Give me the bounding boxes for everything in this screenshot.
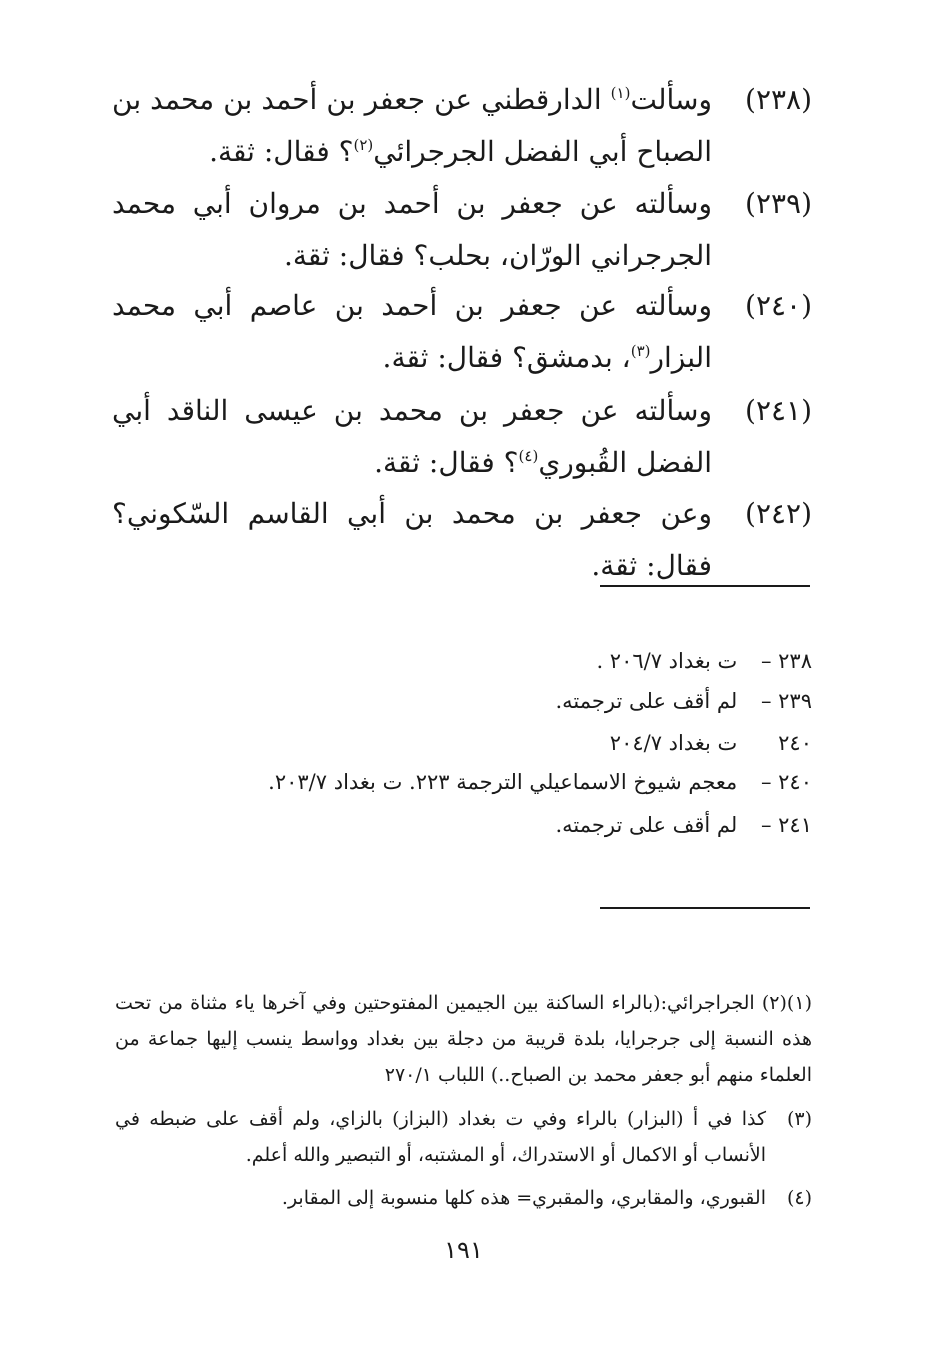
footnote-4	[115, 1180, 812, 1216]
source-text: لم أقف على ترجمته.	[555, 689, 738, 713]
entry-241	[112, 385, 812, 489]
entry-240	[112, 280, 812, 384]
source-number: ٢٤٠	[778, 731, 812, 755]
entry-242	[112, 488, 812, 592]
source-text: لم أقف على ترجمته.	[555, 813, 738, 837]
entry-238	[112, 74, 812, 178]
entry-text: وسألته عن جعفر بن أحمد بن مروان أبي محمد الجرجراني الورّان، بحلب؟ فقال: ثقة.	[112, 187, 712, 272]
source-note	[268, 767, 812, 797]
entry-number: (٢٤٢)	[745, 497, 812, 530]
footnote-1-2	[115, 985, 812, 1093]
source-note	[555, 686, 812, 716]
page-number: ١٩١	[444, 1236, 483, 1264]
footnote-text: (١)(٢) الجراجرائي:(بالراء الساكنة بين الجيمين المفتوحتين وفي آخرها ياء مثناة من تحت هذه النسبة إلى جرجرايا، بلدة قريبة من دجلة بين بغداد وواسط ينسب إليها جماعة من العلماء منهم أبو جعفر محمد بن الصباح..) اللباب ٢٧٠/١	[115, 992, 812, 1086]
source-number: ٢٣٩ –	[760, 689, 812, 713]
source-note	[610, 728, 812, 758]
entry-number: (٢٣٨)	[745, 83, 812, 116]
entry-number: (٢٤٠)	[745, 289, 812, 322]
footnote-ref[interactable]: (١)	[610, 84, 631, 102]
entry-number: (٢٤١)	[745, 394, 812, 427]
footnote-mark: (٤)	[786, 1187, 812, 1209]
footnote-ref[interactable]: (٣)	[630, 342, 651, 360]
footnote-mark: (٣)	[786, 1108, 812, 1130]
source-text: معجم شيوخ الاسماعيلي الترجمة ٢٢٣. ت بغداد ٢٠٣/٧.	[268, 770, 738, 794]
footnote-ref[interactable]: (٢)	[353, 136, 374, 154]
source-number: ٢٣٨ –	[760, 649, 812, 673]
entry-239	[112, 178, 812, 282]
source-note	[596, 646, 812, 676]
source-number: ٢٤٠ –	[760, 770, 812, 794]
source-number: ٢٤١ –	[760, 813, 812, 837]
footnote-ref[interactable]: (٤)	[518, 447, 539, 465]
footnote-text: كذا في أ (البزار) بالراء وفي ت بغداد (البزاز) بالزاي، ولم أقف على ضبطه في الأنساب أو الاكمال أو الاستدراك، أو المشتبه، أو التبصير والله أعلم.	[115, 1108, 766, 1166]
entry-number: (٢٣٩)	[745, 187, 812, 220]
source-text: ت بغداد ٢٠٦/٧ .	[596, 649, 738, 673]
source-note	[555, 810, 812, 840]
separator-rule	[600, 907, 810, 909]
entry-text: وسألته عن جعفر بن أحمد بن عاصم أبي محمد البزار$^{(٣)}$، بدمشق؟ فقال: ثقة.	[112, 289, 712, 374]
entry-text: وسألته عن جعفر بن محمد بن عيسى الناقد أبي الفضل القُبوري$^{(٤)}$؟ فقال: ثقة.	[112, 394, 712, 479]
entry-text: وعن جعفر بن محمد بن أبي القاسم السّكوني؟ فقال: ثقة.	[112, 497, 712, 582]
footnote-text: القبوري، والمقابري، والمقبري= هذه كلها منسوبة إلى المقابر.	[281, 1187, 766, 1209]
footnote-mark: (١)(٢)	[761, 992, 812, 1014]
entry-text: وسألت$^{(١)}$ الدارقطني عن جعفر بن أحمد بن محمد بن الصباح أبي الفضل الجرجرائي$^{(٢)}$؟ فقال: ثقة.	[112, 83, 712, 168]
footnote-3	[115, 1101, 812, 1173]
source-text: ت بغداد ٢٠٤/٧	[609, 731, 738, 755]
separator-rule	[600, 585, 810, 587]
